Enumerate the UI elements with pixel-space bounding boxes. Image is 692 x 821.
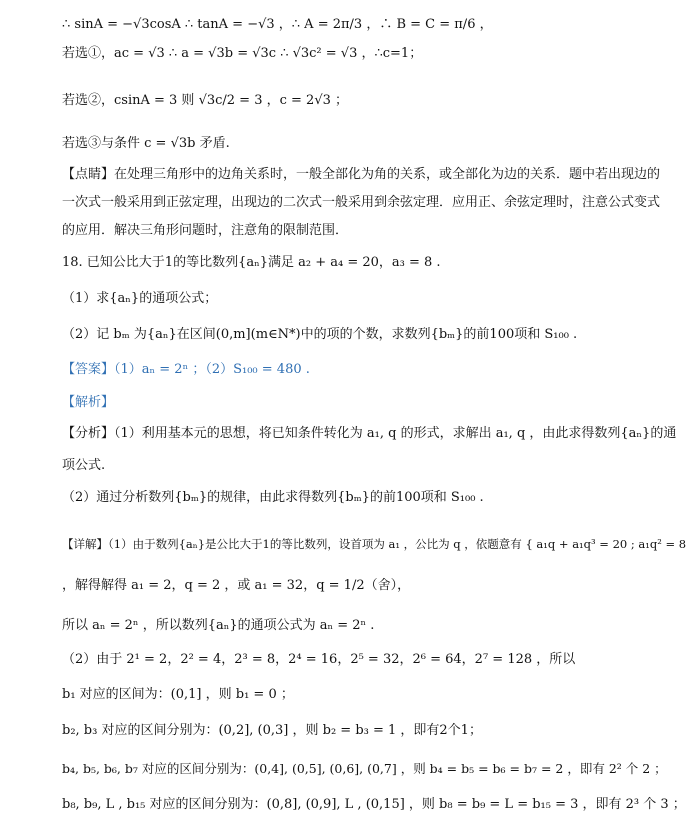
solution-line-3: 若选②，csinA = 3 则 √3c/2 = 3 ，c = 2√3 ； [62, 93, 349, 108]
analysis-heading: 【解析】 [62, 395, 115, 410]
answer-line: 【答案】（1）aₙ = 2ⁿ ；（2）S₁₀₀ = 480 . [62, 362, 310, 377]
question-18-title: 18. 已知公比大于1的等比数列{aₙ}满足 a₂ + a₄ = 20，a₃ = 8 . [62, 255, 441, 270]
remark-line-1: 【点睛】在处理三角形中的边角关系时，一般全部化为角的关系，或全部化为边的关系．题中若出现边的 [62, 167, 661, 182]
remark-line-3: 的应用．解决三角形问题时，注意角的限制范围． [62, 223, 349, 238]
solution-line-4: 若选③与条件 c = √3b 矛盾. [62, 136, 230, 151]
analysis-line-2: 项公式. [62, 458, 106, 473]
detail-line-1: 【详解】（1）由于数列{aₙ}是公比大于1的等比数列，设首项为 a₁ ，公比为 q ，依题意有 { a₁q + a₁q³ = 20 ; a₁q² = 8 [62, 537, 687, 551]
detail-line-2: ，解得解得 a₁ = 2，q = 2 ，或 a₁ = 32，q = 1/2（舍）， [62, 578, 411, 593]
question-18-part-2: （2）记 bₘ 为{aₙ}在区间(0,m](m∈N*)中的项的个数，求数列{bₘ}的前100项和 S₁₀₀ . [62, 327, 578, 342]
analysis-line-1: 【分析】（1）利用基本元的思想，将已知条件转化为 a₁, q 的形式，求解出 a₁, q ，由此求得数列{aₙ}的通 [62, 426, 677, 441]
solution-line-1: ∴ sinA = −√3cosA ∴ tanA = −√3 ，∴ A = 2π/3 ，∴ B = C = π/6 ， [62, 17, 493, 32]
detail-line-7: b₄, b₅, b₆, b₇ 对应的区间分别为：(0,4], (0,5], (0,6], (0,7] ，则 b₄ = b₅ = b₆ = b₇ = 2 ，即有 2² 个 2 ； [62, 761, 667, 776]
detail-line-5: b₁ 对应的区间为：(0,1] ，则 b₁ = 0 ； [62, 687, 294, 702]
detail-line-4: （2）由于 2¹ = 2，2² = 4，2³ = 8，2⁴ = 16，2⁵ = 32，2⁶ = 64，2⁷ = 128 ，所以 [62, 652, 576, 667]
question-18-part-1: （1）求{aₙ}的通项公式； [62, 291, 218, 306]
detail-line-8: b₈, b₉, L , b₁₅ 对应的区间分别为：(0,8], (0,9], L , (0,15] ，则 b₈ = b₉ = L = b₁₅ = 3 ，即有 2³ 个 3 ； [62, 797, 686, 812]
remark-line-2: 一次式一般采用到正弦定理，出现边的二次式一般采用到余弦定理．应用正、余弦定理时，注意公式变式 [62, 195, 661, 210]
detail-line-6: b₂, b₃ 对应的区间分别为：(0,2], (0,3] ，则 b₂ = b₃ = 1 ，即有2个1； [62, 723, 482, 738]
analysis-line-3: （2）通过分析数列{bₘ}的规律，由此求得数列{bₘ}的前100项和 S₁₀₀ . [62, 490, 484, 505]
solution-line-2: 若选①，ac = √3 ∴ a = √3b = √3c ∴ √3c² = √3 ，∴c=1； [62, 46, 423, 61]
detail-line-3: 所以 aₙ = 2ⁿ ，所以数列{aₙ}的通项公式为 aₙ = 2ⁿ . [62, 618, 375, 633]
